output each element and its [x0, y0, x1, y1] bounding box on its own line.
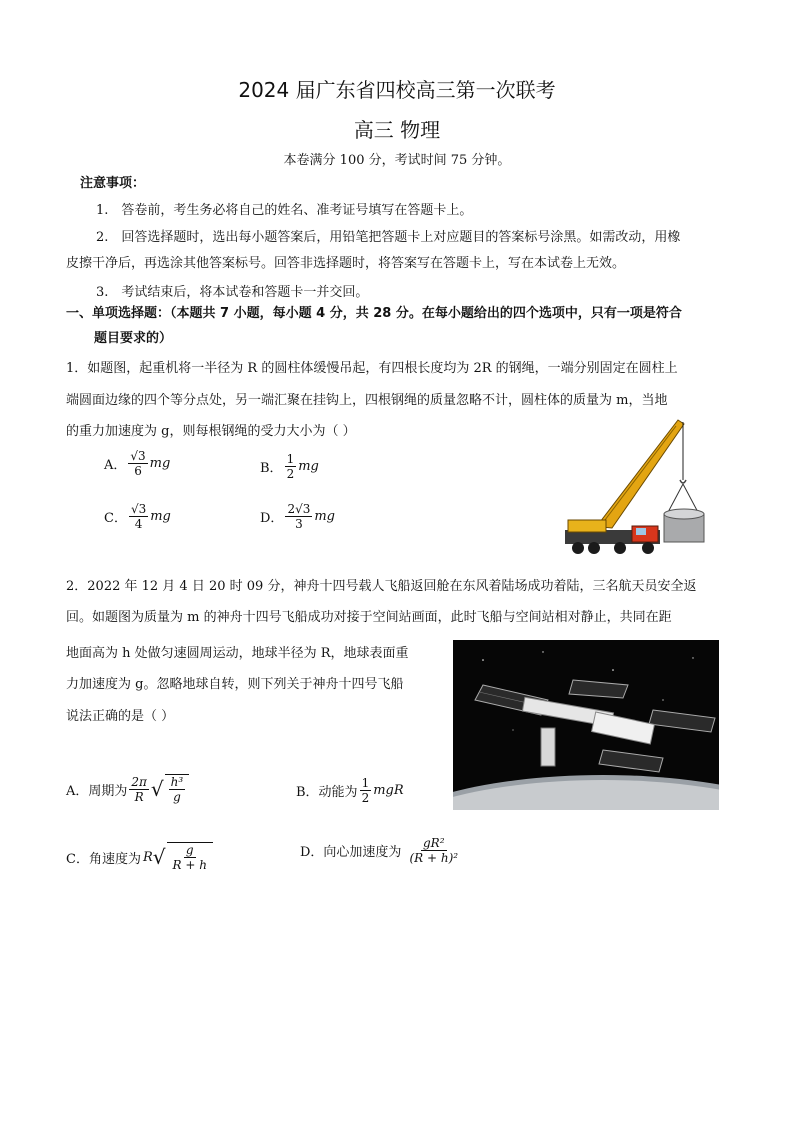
q2-option-b[interactable]: [296, 776, 404, 805]
q2-c-rad-den: R + h: [172, 858, 207, 872]
q1-line2: 端圆面边缘的四个等分点处，另一端汇聚在挂钩上，四根钢绳的质量忽略不计，圆柱体的质量为 m，当地: [66, 393, 668, 408]
q2-b-num: 1: [361, 776, 370, 790]
section1-line1: 一、单项选择题：（本题共 7 小题，每小题 4 分，共 28 分。在每小题给出的四个选项中，只有一项是符合: [66, 306, 682, 321]
q2-option-c[interactable]: [66, 842, 213, 872]
q2-d-label: D．向心加速度为: [300, 845, 402, 860]
q1-option-c[interactable]: [104, 502, 171, 531]
q2-c-rad-num: g: [185, 843, 194, 857]
q2-c-radical: [167, 842, 213, 872]
q1-a-num: √3: [130, 449, 146, 463]
q2-line1: 2．2022 年 12 月 4 日 20 时 09 分，神舟十四号载人飞船返回舱在东风着陆场成功着陆，三名航天员安全返: [66, 579, 697, 594]
q2-line3: 地面高为 h 处做匀速圆周运动，地球半径为 R，地球表面重: [66, 646, 409, 661]
space-station-drawing: [453, 640, 719, 810]
q2-option-d[interactable]: [300, 836, 462, 865]
q2-a-num: 2π: [131, 774, 147, 789]
q1-line3: 的重力加速度为 g，则每根钢绳的受力大小为（ ）: [66, 424, 356, 439]
q2-a-radical: [165, 774, 190, 804]
q1-b-den: 2: [286, 467, 295, 481]
q2-b-fraction: [360, 776, 372, 805]
sqrt-sign-icon: √: [150, 777, 164, 801]
q2-a-den: R: [134, 789, 144, 804]
q1-option-b[interactable]: [260, 452, 319, 481]
q1-c-den: 4: [134, 517, 143, 531]
q1-a-label: A．: [104, 458, 127, 473]
q2-a-label: A．周期为: [66, 783, 128, 799]
q1-b-fraction: [285, 452, 297, 481]
note-1: 1. 答卷前，考生务必将自己的姓名、准考证号填写在答题卡上。: [96, 203, 473, 218]
q1-b-tail: mg: [298, 459, 319, 474]
q1-a-tail: mg: [149, 456, 171, 471]
q1-d-num: 2√3: [287, 502, 311, 516]
section1-line2: 题目要求的）: [94, 331, 173, 346]
q1-b-label: B．: [260, 461, 283, 476]
q2-b-tail: mgR: [373, 783, 404, 798]
q1-a-den: 6: [134, 464, 142, 478]
q2-a-rad-num: h³: [170, 775, 184, 789]
q1-d-tail: mg: [314, 509, 336, 524]
q2-d-num: gR²: [422, 836, 445, 850]
q1-c-label: C．: [104, 511, 127, 526]
note-2-line1: 2. 回答选择题时，选出每小题答案后，用铅笔把答题卡上对应题目的答案标号涂黑。如需改动，用橡: [96, 230, 681, 245]
q1-c-fraction: [129, 502, 148, 531]
q1-a-fraction: [128, 449, 147, 478]
q1-option-d[interactable]: [260, 502, 335, 531]
note-3: 3. 考试结束后，将本试卷和答题卡一并交回。: [96, 285, 369, 300]
q2-option-a[interactable]: [66, 774, 189, 804]
q2-d-fraction: [407, 836, 460, 865]
q1-b-num: 1: [286, 452, 295, 466]
q2-b-den: 2: [361, 791, 370, 805]
page-title: 2024 届广东省四校高三第一次联考: [238, 78, 556, 102]
q2-b-label: B．动能为: [296, 785, 358, 800]
q2-line4: 力加速度为 g。忽略地球自转，则下列关于神舟十四号飞船: [66, 677, 404, 692]
note-2-line2: 皮擦干净后，再选涂其他答案标号。回答非选择题时，将答案写在答题卡上，写在本试卷上无效。: [66, 256, 626, 271]
exam-meta: 本卷满分 100 分，考试时间 75 分钟。: [283, 153, 511, 168]
q2-c-label: C．角速度为: [66, 851, 141, 867]
q1-d-label: D．: [260, 511, 284, 526]
q1-c-num: √3: [130, 502, 147, 516]
sqrt-sign-icon: √: [152, 845, 166, 869]
q1-c-tail: mg: [150, 509, 171, 524]
q2-line2: 回。如题图为质量为 m 的神舟十四号飞船成功对接于空间站画面，此时飞船与空间站相对静止，共同在距: [66, 610, 672, 625]
q2-a-fraction: [129, 775, 149, 804]
q1-d-fraction: [285, 502, 312, 531]
q1-d-den: 3: [295, 517, 303, 531]
q2-d-den: (R + h)²: [409, 851, 459, 865]
page-subtitle: 高三 物理: [353, 118, 441, 142]
q2-c-prefix: R: [142, 849, 153, 865]
space-station-photo: [453, 640, 719, 810]
notes-heading: 注意事项：: [80, 176, 146, 191]
q1-option-a[interactable]: [104, 449, 170, 478]
q1-line1: 1．如题图，起重机将一半径为 R 的圆柱体缓慢吊起，有四根长度均为 2R 的钢绳，一端分别固定在圆柱上: [66, 361, 678, 376]
crane-illustration: [560, 418, 720, 563]
q2-a-rad-den: g: [173, 790, 181, 804]
q2-line5: 说法正确的是（ ）: [66, 709, 175, 724]
